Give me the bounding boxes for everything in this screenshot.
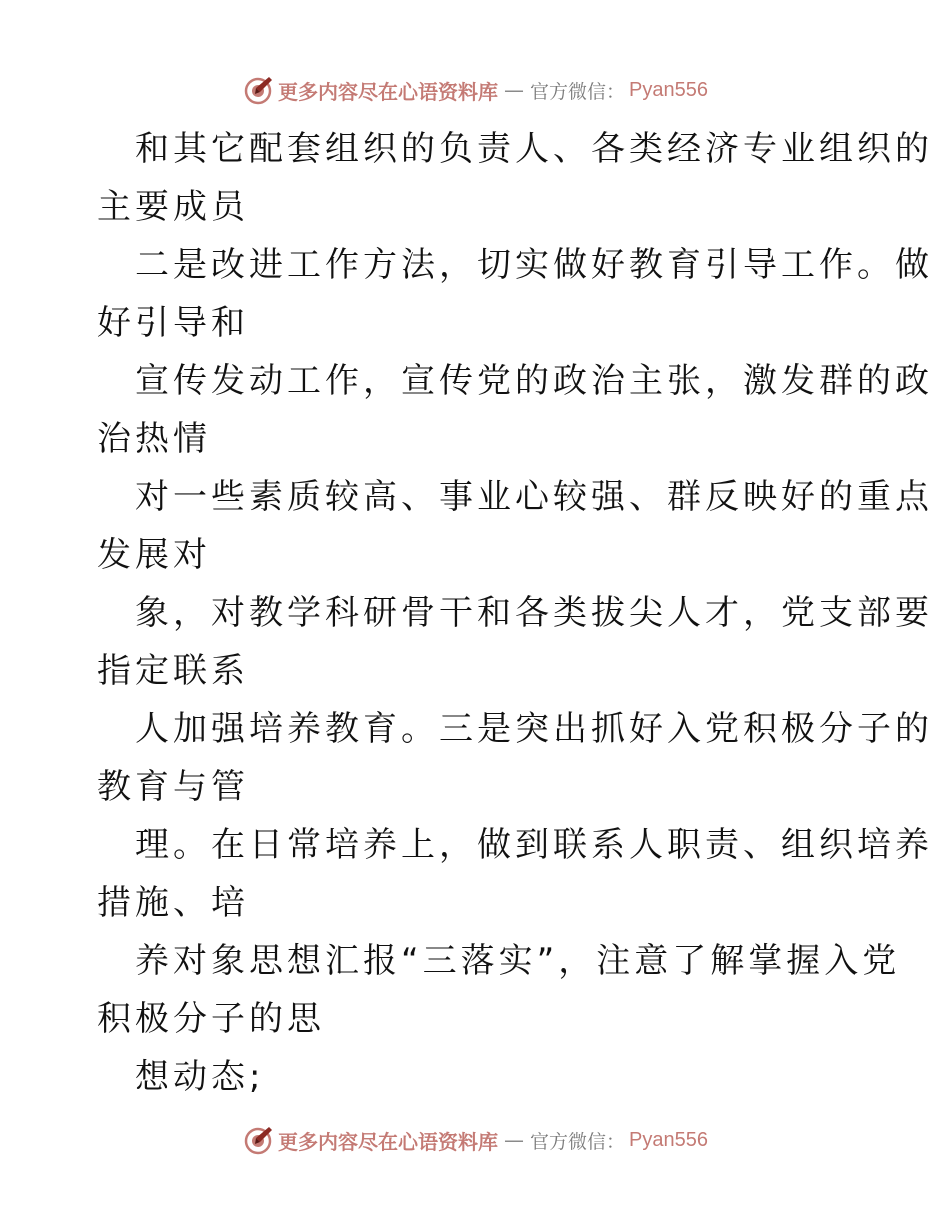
body-line: 二是改进工作方法，切实做好教育引导工作。做 [135, 245, 933, 285]
body-line: 宣传发动工作，宣传党的政治主张，激发群的政 [135, 361, 933, 401]
body-line: 养对象思想汇报“三落实”，注意了解掌握入党 [135, 941, 901, 981]
body-line: 人加强培养教育。三是突出抓好入党积极分子的 [135, 709, 933, 749]
body-line: 发展对 [97, 535, 211, 575]
footer-banner-wechat-id: Pyan556 [629, 1128, 708, 1151]
body-line: 教育与管 [97, 767, 249, 807]
body-line: 理。在日常培养上，做到联系人职责、组织培养 [135, 825, 933, 865]
body-line: 措施、培 [97, 883, 249, 923]
body-line: 象，对教学科研骨干和各类拔尖人才，党支部要 [135, 593, 933, 633]
body-line: 对一些素质较高、事业心较强、群反映好的重点 [135, 477, 933, 517]
header-banner [0, 70, 950, 110]
footer-banner-wechat-label: 官方微信： [530, 1130, 626, 1153]
body-line: 想动态; [135, 1057, 265, 1097]
body-line: 主要成员 [97, 187, 249, 227]
pen-circle-logo-icon [242, 74, 274, 106]
footer-banner-title: 更多内容尽在心语资料库 [278, 1129, 498, 1154]
body-line: 积极分子的思 [97, 999, 325, 1039]
header-banner-wechat-label: 官方微信： [530, 80, 626, 103]
footer-banner-dash: — [504, 1128, 524, 1152]
document-body [97, 120, 933, 1106]
header-banner-content [242, 74, 708, 106]
pen-circle-logo-icon [242, 1124, 274, 1156]
footer-banner-content [242, 1124, 708, 1156]
footer-banner [0, 1120, 950, 1160]
body-line: 治热情 [97, 419, 211, 459]
body-line: 好引导和 [97, 303, 249, 343]
header-banner-title: 更多内容尽在心语资料库 [278, 79, 498, 104]
header-banner-dash: — [504, 78, 524, 102]
header-banner-wechat-id: Pyan556 [629, 78, 708, 101]
body-line: 指定联系 [97, 651, 249, 691]
body-line: 和其它配套组织的负责人、各类经济专业组织的 [135, 129, 933, 169]
